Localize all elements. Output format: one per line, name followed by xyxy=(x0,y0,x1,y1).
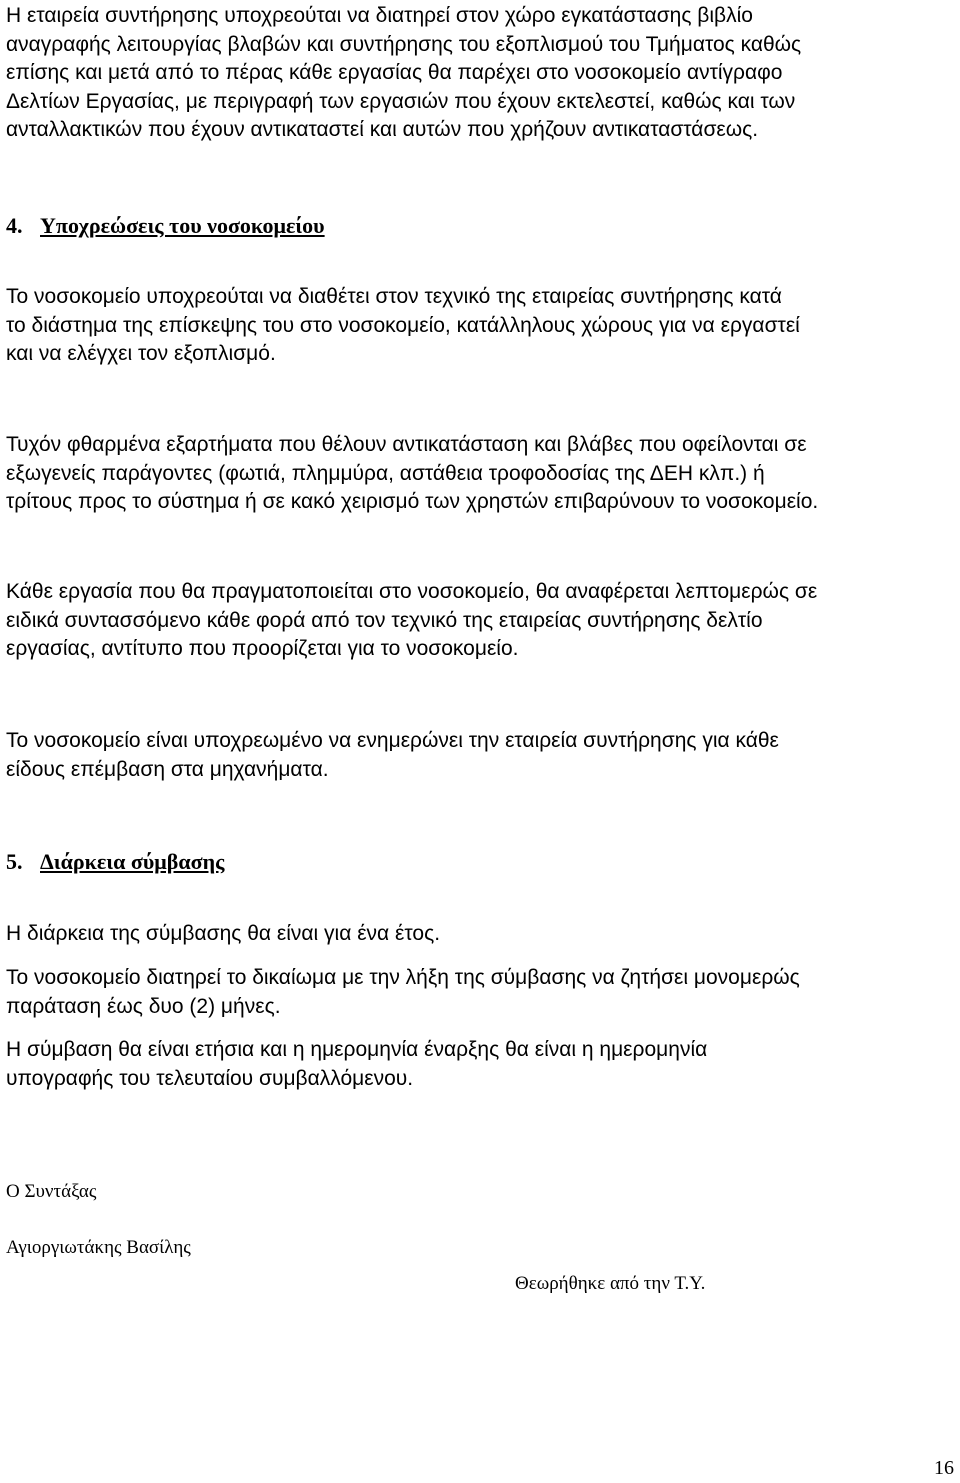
author-label: Ο Συντάξας xyxy=(6,1181,97,1202)
text-line: υπογραφής του τελευταίου συμβαλλόμενου. xyxy=(6,1066,414,1090)
section-5-paragraph-3 xyxy=(6,1036,956,1093)
text-line: Δελτίων Εργασίας, με περιγραφή των εργασιών που έχουν εκτελεστεί, καθώς και των xyxy=(6,89,796,113)
text-line: το διάστημα της επίσκεψης του στο νοσοκομείο, κατάλληλους χώρους για να εργαστεί xyxy=(6,313,800,337)
text-line: Η εταιρεία συντήρησης υποχρεούται να διατηρεί στον χώρο εγκατάστασης βιβλίο xyxy=(6,4,753,27)
section-5-heading xyxy=(6,848,224,876)
reviewed-by: Θεωρήθηκε από την Τ.Υ. xyxy=(515,1273,706,1294)
text-line: παράταση έως δυο (2) μήνες. xyxy=(6,994,281,1018)
text-line: εργασίας, αντίτυπο που προορίζεται για το νοσοκομείο. xyxy=(6,637,519,661)
author-name: Αγιοργιωτάκης Βασίλης xyxy=(6,1237,191,1258)
section-4-paragraph-2 xyxy=(6,431,956,517)
section-5-number: 5. xyxy=(6,849,23,874)
intro-paragraph xyxy=(6,2,956,145)
text-line: και να ελέγχει τον εξοπλισμό. xyxy=(6,342,276,366)
text-line: αναγραφής λειτουργίας βλαβών και συντήρησης του εξοπλισμού του Τμήματος καθώς xyxy=(6,32,802,56)
text-line: Το νοσοκομείο είναι υποχρεωμένο να ενημερώνει την εταιρεία συντήρησης για κάθε xyxy=(6,729,779,752)
text-line: Το νοσοκομείο διατηρεί το δικαίωμα με την λήξη της σύμβασης να ζητήσει μονομερώς xyxy=(6,966,800,989)
text-line: Η σύμβαση θα είναι ετήσια και η ημερομηνία έναρξης θα είναι η ημερομηνία xyxy=(6,1038,708,1061)
text-line: Κάθε εργασία που θα πραγματοποιείται στο νοσοκομείο, θα αναφέρεται λεπτομερώς σε xyxy=(6,580,818,603)
section-4-number: 4. xyxy=(6,213,23,238)
section-4-heading xyxy=(6,212,325,240)
text-line: τρίτους προς το σύστημα ή σε κακό χειρισμό των χρηστών επιβαρύνουν το νοσοκομείο. xyxy=(6,490,819,514)
section-4-paragraph-3 xyxy=(6,578,956,664)
text-line: Τυχόν φθαρμένα εξαρτήματα που θέλουν αντικατάσταση και βλάβες που οφείλονται σε xyxy=(6,433,807,456)
text-line: εξωγενείς παράγοντες (φωτιά, πλημμύρα, αστάθεια τροφοδοσίας της ΔΕΗ κλπ.) ή xyxy=(6,461,765,485)
section-5-title: Διάρκεια σύμβασης xyxy=(40,849,225,874)
text-line: είδους επέμβαση στα μηχανήματα. xyxy=(6,757,329,781)
text-line: Το νοσοκομείο υποχρεούται να διαθέτει στον τεχνικό της εταιρείας συντήρησης κατά xyxy=(6,285,782,308)
text-line: επίσης και μετά από το πέρας κάθε εργασίας θα παρέχει στο νοσοκομείο αντίγραφο xyxy=(6,61,783,85)
text-line: Η διάρκεια της σύμβασης θα είναι για ένα έτος. xyxy=(6,922,441,945)
section-4-paragraph-4 xyxy=(6,727,956,784)
page-number: 16 xyxy=(934,1457,954,1479)
section-5-paragraph-2 xyxy=(6,964,956,1021)
text-line: ειδικά συντασσόμενο κάθε φορά από τον τεχνικό της εταιρείας συντήρησης δελτίο xyxy=(6,608,763,632)
section-4-title: Υποχρεώσεις του νοσοκομείου xyxy=(40,213,325,238)
section-5-paragraph-1 xyxy=(6,920,956,949)
text-line: ανταλλακτικών που έχουν αντικαταστεί και αυτών που χρήζουν αντικαταστάσεως. xyxy=(6,118,759,142)
section-4-paragraph-1 xyxy=(6,283,956,369)
